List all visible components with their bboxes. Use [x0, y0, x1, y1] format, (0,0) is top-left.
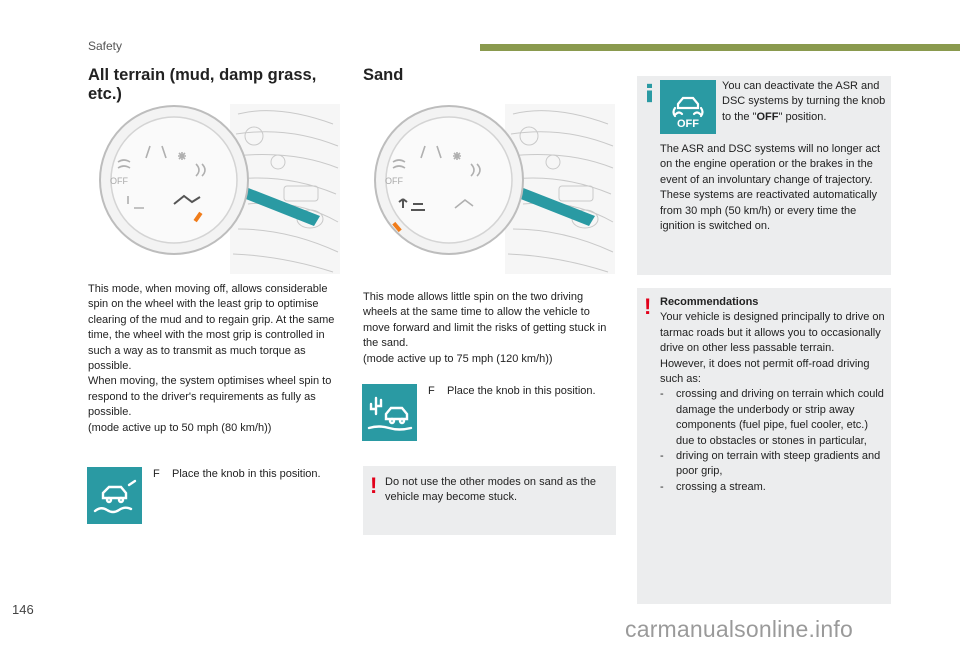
sand-instruction-bullet: F — [428, 385, 435, 397]
all-terrain-instruction: Place the knob in this position. — [172, 468, 321, 480]
sand-instruction: Place the knob in this position. — [447, 385, 596, 397]
list-item: - crossing a stream. — [660, 480, 766, 493]
watermark: carmanualsonline.info — [625, 616, 853, 642]
sand-warning-box — [363, 466, 616, 535]
info-box — [637, 76, 891, 275]
info-intro: You can deactivate the ASR and DSC systems by turning the knob to the "OFF" position. — [722, 80, 886, 123]
header-bar — [480, 44, 960, 51]
list-item: - crossing and driving on terrain which could damage the underbody or strip away components (fuel pipe, fuel cooler, etc.) due to obstacles or stones in particular, — [660, 388, 884, 447]
sand-description: This mode allows little spin on the two driving wheels at the same time to allow the vehicle to move forward and limit the risks of getting stuck in the sand. (mode active up to 75 mph (120 km/h)) — [363, 291, 607, 365]
recommendations-text: Recommendations Your vehicle is designed principally to drive on tarmac roads but it allows you to occasionally drive on other less passable terrain. However, it does not permit off-road driving such as: - crossing and driving on terrain which could damage the underbody or strip away components (fuel pipe, fuel cooler, etc.) due to obstacles or stones in particular, - driving on terrain with steep gradients and poor grip, - crossing a stream. — [660, 295, 886, 495]
all-terrain-description: This mode, when moving off, allows considerable spin on the wheel with the least grip to optimise clearing of the mud and to regain grip. At the same time, the wheel with the most grip is controlled in such a way as to transmit as much torque as possible. When moving, the system optimises wheel spin to respond to the driver's requirements as fully as possible. (mode active up to 50 mph (80 km/h)) — [88, 283, 335, 434]
off-label: OFF — [110, 176, 128, 186]
page-number: 146 — [12, 602, 34, 617]
warning-exclamation-icon: ! — [644, 294, 652, 319]
section-title: Safety — [88, 39, 123, 53]
sand-knob-illustration — [363, 104, 615, 274]
all-terrain-mode-icon — [87, 467, 142, 524]
sand-mode-icon — [362, 384, 417, 441]
warning-exclamation-icon: ! — [370, 473, 378, 498]
all-terrain-instruction-bullet: F — [153, 468, 160, 480]
info-text: The ASR and DSC systems will no longer act on the engine operation or the brakes in the event of an involuntary change of trajectory. These systems are reactivated automatically from 30 mph (50 km/h) or every time the ignition is switched on. — [660, 143, 881, 233]
info-icon — [647, 82, 652, 104]
all-terrain-heading: All terrain (mud, damp grass, etc.) — [88, 66, 317, 103]
sand-warning-text: Do not use the other modes on sand as the vehicle may become stuck. — [385, 476, 596, 504]
list-item: - driving on terrain with steep gradients and poor grip, — [660, 450, 881, 478]
recommendations-box — [637, 288, 891, 604]
sand-heading: Sand — [363, 66, 404, 84]
off-label: OFF — [385, 176, 403, 186]
all-terrain-knob-illustration — [88, 104, 340, 274]
off-icon-label: OFF — [677, 118, 699, 130]
recommendations-title: Recommendations — [660, 296, 759, 308]
off-mode-icon — [660, 80, 716, 134]
